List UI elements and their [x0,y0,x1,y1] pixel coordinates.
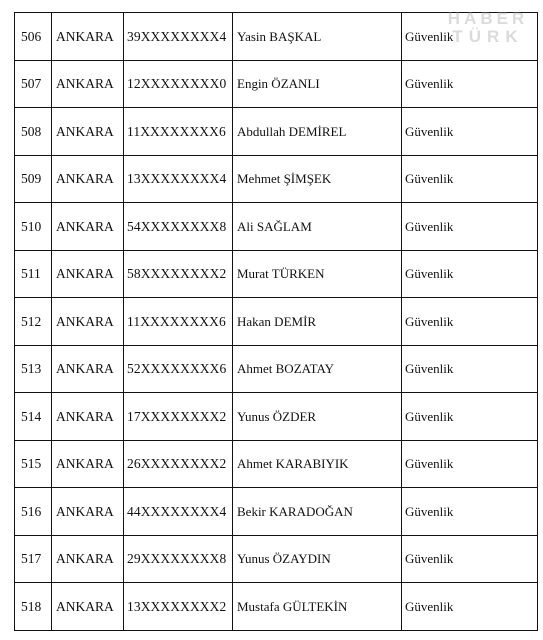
row-number-cell: 515 [15,440,52,488]
table-row [15,345,538,393]
full-name-cell: Murat TÜRKEN [233,250,402,298]
city-cell: ANKARA [52,298,124,346]
row-number-cell: 509 [15,155,52,203]
row-number-cell: 508 [15,108,52,156]
table-body [15,13,538,631]
city-cell: ANKARA [52,345,124,393]
id-number-cell: 11XXXXXXXX6 [124,108,233,156]
full-name-cell: Mustafa GÜLTEKİN [233,583,402,631]
full-name-cell: Ahmet BOZATAY [233,345,402,393]
document-page [14,9,537,630]
full-name-cell: Bekir KARADOĞAN [233,488,402,536]
id-number-cell: 44XXXXXXXX4 [124,488,233,536]
table-row [15,60,538,108]
id-number-cell: 52XXXXXXXX6 [124,345,233,393]
table-row [15,440,538,488]
city-cell: ANKARA [52,488,124,536]
row-number-cell: 506 [15,13,52,61]
row-number-cell: 512 [15,298,52,346]
full-name-cell: Engin ÖZANLI [233,60,402,108]
full-name-cell: Mehmet ŞİMŞEK [233,155,402,203]
role-cell: Güvenlik [402,60,538,108]
id-number-cell: 11XXXXXXXX6 [124,298,233,346]
role-cell: Güvenlik [402,108,538,156]
row-number-cell: 516 [15,488,52,536]
role-cell: Güvenlik [402,583,538,631]
role-cell: Güvenlik [402,345,538,393]
full-name-cell: Yasin BAŞKAL [233,13,402,61]
row-number-cell: 518 [15,583,52,631]
city-cell: ANKARA [52,583,124,631]
table-row [15,298,538,346]
id-number-cell: 17XXXXXXXX2 [124,393,233,441]
table-row [15,108,538,156]
city-cell: ANKARA [52,108,124,156]
role-cell: Güvenlik [402,250,538,298]
table-row [15,535,538,583]
row-number-cell: 514 [15,393,52,441]
id-number-cell: 39XXXXXXXX4 [124,13,233,61]
full-name-cell: Abdullah DEMİREL [233,108,402,156]
full-name-cell: Ali SAĞLAM [233,203,402,251]
city-cell: ANKARA [52,60,124,108]
row-number-cell: 511 [15,250,52,298]
table-row [15,250,538,298]
personnel-table [14,9,538,631]
id-number-cell: 54XXXXXXXX8 [124,203,233,251]
id-number-cell: 58XXXXXXXX2 [124,250,233,298]
city-cell: ANKARA [52,13,124,61]
role-cell: Güvenlik [402,13,538,61]
full-name-cell: Ahmet KARABIYIK [233,440,402,488]
role-cell: Güvenlik [402,393,538,441]
role-cell: Güvenlik [402,203,538,251]
city-cell: ANKARA [52,155,124,203]
full-name-cell: Yunus ÖZDER [233,393,402,441]
table-row [15,203,538,251]
id-number-cell: 12XXXXXXXX0 [124,60,233,108]
role-cell: Güvenlik [402,155,538,203]
row-number-cell: 513 [15,345,52,393]
role-cell: Güvenlik [402,535,538,583]
city-cell: ANKARA [52,535,124,583]
table-row [15,583,538,631]
row-number-cell: 517 [15,535,52,583]
id-number-cell: 26XXXXXXXX2 [124,440,233,488]
city-cell: ANKARA [52,440,124,488]
table-row [15,155,538,203]
city-cell: ANKARA [52,250,124,298]
id-number-cell: 29XXXXXXXX8 [124,535,233,583]
watermark-line-1: HABER [447,9,529,28]
table-row [15,393,538,441]
id-number-cell: 13XXXXXXXX2 [124,583,233,631]
role-cell: Güvenlik [402,440,538,488]
role-cell: Güvenlik [402,488,538,536]
city-cell: ANKARA [52,393,124,441]
watermark-line-2: TÜRK [452,27,524,46]
full-name-cell: Hakan DEMİR [233,298,402,346]
full-name-cell: Yunus ÖZAYDIN [233,535,402,583]
row-number-cell: 510 [15,203,52,251]
row-number-cell: 507 [15,60,52,108]
table-row [15,13,538,61]
id-number-cell: 13XXXXXXXX4 [124,155,233,203]
table-row [15,488,538,536]
city-cell: ANKARA [52,203,124,251]
role-cell: Güvenlik [402,298,538,346]
